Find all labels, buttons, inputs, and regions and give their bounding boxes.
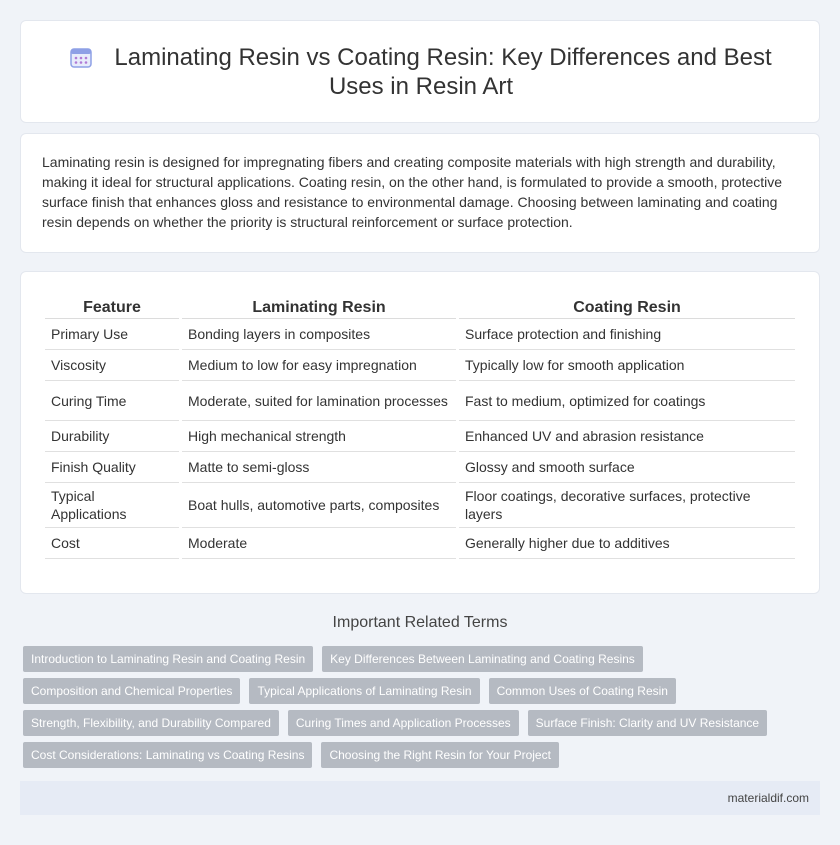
laminating-cell: Boat hulls, automotive parts, composites bbox=[182, 483, 456, 528]
laminating-cell: High mechanical strength bbox=[182, 421, 456, 452]
coating-cell: Fast to medium, optimized for coatings bbox=[459, 381, 795, 421]
related-term-tag[interactable]: Common Uses of Coating Resin bbox=[489, 678, 676, 704]
comparison-table bbox=[42, 293, 798, 559]
table-row bbox=[45, 421, 795, 452]
page-title bbox=[41, 43, 801, 101]
feature-cell: Viscosity bbox=[45, 350, 179, 381]
coating-cell: Enhanced UV and abrasion resistance bbox=[459, 421, 795, 452]
feature-cell: Curing Time bbox=[45, 381, 179, 421]
related-term-tag[interactable]: Surface Finish: Clarity and UV Resistance bbox=[528, 710, 767, 736]
related-term-tag[interactable]: Curing Times and Application Processes bbox=[288, 710, 519, 736]
table-header-row bbox=[45, 293, 795, 319]
table-row bbox=[45, 483, 795, 528]
coating-cell: Generally higher due to additives bbox=[459, 528, 795, 559]
page-title-text: Laminating Resin vs Coating Resin: Key Differences and Best Uses in Resin Art bbox=[114, 44, 772, 100]
table-row bbox=[45, 350, 795, 381]
table-row bbox=[45, 319, 795, 350]
related-term-tag[interactable]: Choosing the Right Resin for Your Project bbox=[321, 742, 558, 768]
related-terms-row bbox=[23, 710, 767, 736]
laminating-cell: Medium to low for easy impregnation bbox=[182, 350, 456, 381]
laminating-cell: Matte to semi-gloss bbox=[182, 452, 456, 483]
feature-cell: Primary Use bbox=[45, 319, 179, 350]
related-terms-heading: Important Related Terms bbox=[332, 614, 508, 631]
feature-cell: Durability bbox=[45, 421, 179, 452]
feature-cell: Finish Quality bbox=[45, 452, 179, 483]
coating-cell: Floor coatings, decorative surfaces, protective layers bbox=[459, 483, 795, 528]
footer bbox=[20, 781, 820, 815]
laminating-cell: Moderate bbox=[182, 528, 456, 559]
laminating-cell: Bonding layers in composites bbox=[182, 319, 456, 350]
related-terms-row bbox=[23, 678, 676, 704]
coating-cell: Glossy and smooth surface bbox=[459, 452, 795, 483]
related-term-tag[interactable]: Typical Applications of Laminating Resin bbox=[249, 678, 479, 704]
title-card bbox=[20, 20, 820, 123]
table-row bbox=[45, 381, 795, 421]
intro-paragraph: Laminating resin is designed for impregnating fibers and creating composite materials with high strength and durability, making it ideal for structural applications. Coating resin, on the other hand, is formulated to provide a smooth, protective surface finish that enhances gloss and resistance to environmental damage. Choosing between laminating and coating resin depends on whether the priority is structural reinforcement or surface protection. bbox=[42, 154, 783, 230]
laminating-cell: Moderate, suited for lamination processes bbox=[182, 381, 456, 421]
related-terms-row bbox=[23, 742, 559, 768]
related-term-tag[interactable]: Key Differences Between Laminating and Coating Resins bbox=[322, 646, 643, 672]
feature-cell: Typical Applications bbox=[45, 483, 179, 528]
related-terms-row bbox=[23, 646, 643, 672]
coating-cell: Typically low for smooth application bbox=[459, 350, 795, 381]
related-term-tag[interactable]: Strength, Flexibility, and Durability Compared bbox=[23, 710, 279, 736]
comparison-card bbox=[20, 271, 820, 594]
coating-cell: Surface protection and finishing bbox=[459, 319, 795, 350]
intro-card bbox=[20, 133, 820, 253]
table-row bbox=[45, 452, 795, 483]
header-coating-resin: Coating Resin bbox=[459, 293, 795, 319]
header-laminating-resin: Laminating Resin bbox=[182, 293, 456, 319]
table-row bbox=[45, 528, 795, 559]
related-term-tag[interactable]: Composition and Chemical Properties bbox=[23, 678, 240, 704]
related-term-tag[interactable]: Introduction to Laminating Resin and Coating Resin bbox=[23, 646, 313, 672]
footer-site-link[interactable]: materialdif.com bbox=[727, 791, 809, 805]
related-term-tag[interactable]: Cost Considerations: Laminating vs Coating Resins bbox=[23, 742, 312, 768]
feature-cell: Cost bbox=[45, 528, 179, 559]
header-feature: Feature bbox=[45, 293, 179, 319]
calendar-icon bbox=[70, 46, 92, 68]
